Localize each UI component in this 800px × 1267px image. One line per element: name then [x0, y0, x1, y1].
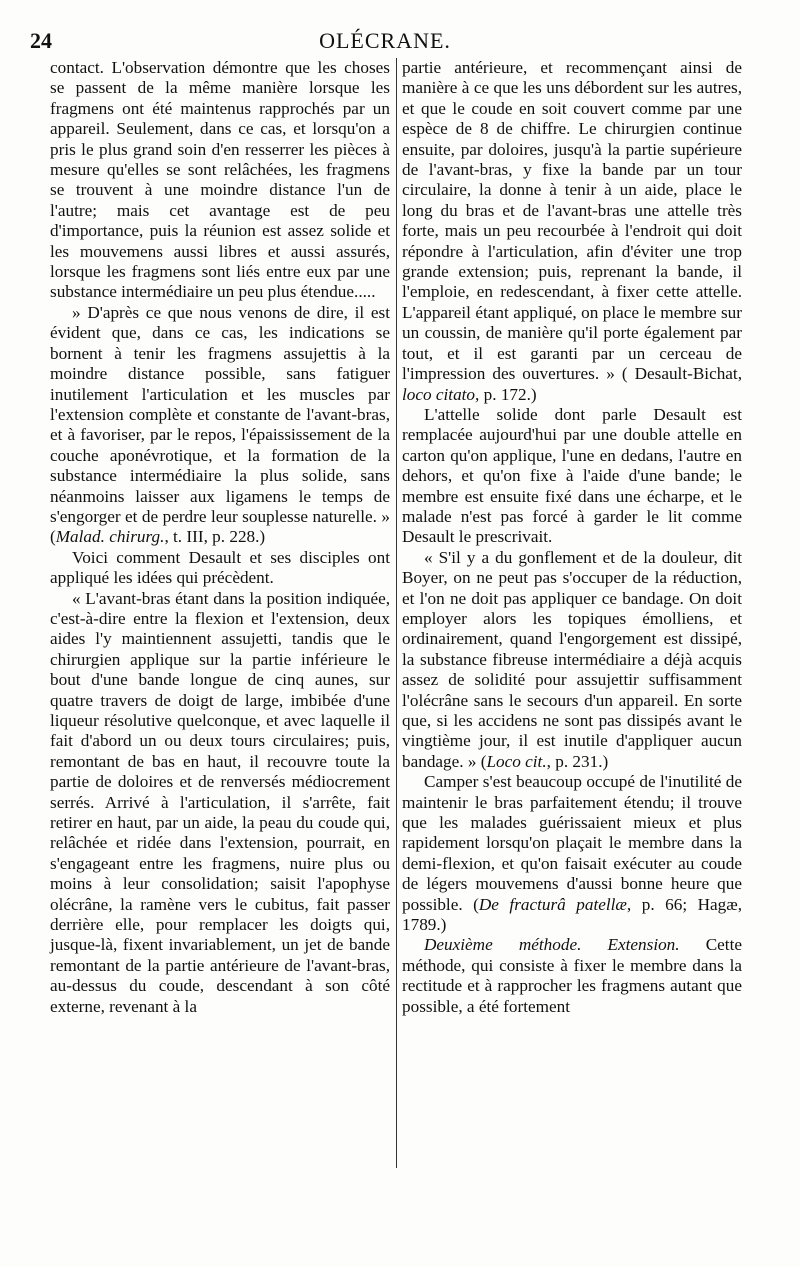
page-header — [30, 28, 740, 58]
paragraph: partie antérieure, et recommençant ainsi de manière à ce que les uns débordent sur les autres, et que le coude en soit couvert comme par une espèce de 8 de chiffre. Le chirurgien continue ensuite, par doloires, jusqu'à la partie supérieure de l'avant-bras, y fixe la bande par un tour circulaire, la donne à tenir à un aide, place le long du bras et de l'avant-bras une attelle très forte, mais un peu recourbée à l'endroit qui doit répondre à l'articulation, afin d'éviter une trop grande extension; puis, reprenant la bande, il l'emploie, en redescendant, à fixer cette attelle. L'appareil étant appliqué, on place le membre sur un coussin, de manière qu'il porte également par tout, et il est garanti par un cerceau de l'impression des ouvertures. » ( Desault-Bichat, loco citato, p. 172.) — [402, 58, 742, 404]
paragraph: contact. L'observation démontre que les choses se passent de la même manière lorsque les fragmens ont été maintenus rapprochés par un appareil. Seulement, dans ce cas, et lorsqu'on a pris le plus grand soin d'en resserrer les pièces à mesure qu'elles se sont relâchées, les fragmens se trouvent à une moindre distance l'un de l'autre; mais cet avantage est de peu d'importance, puis la réunion est assez solide et les mouvemens aussi libres et aussi assurés, lorsque les fragmens sont liés entre eux par une substance intermédiaire un peu plus étendue..... — [50, 58, 390, 302]
paragraph: « L'avant-bras étant dans la position indiquée, c'est-à-dire entre la flexion et l'extension, deux aides l'y maintiennent assujetti, tandis que le chirurgien applique sur la partie inférieure le bout d'une bande longue de cinq aunes, sur quatre travers de doigt de large, imbibée d'une liqueur résolutive quelconque, et avec laquelle il fait d'abord un ou deux tours circulaires; puis, remontant de bas en haut, il recouvre toute la partie de doloires et de renversés médiocrement serrés. Arrivé à l'articulation, il s'arrête, fait retirer en haut, par un aide, la peau du coude qui, relâchée et ridée dans l'extension, pourrait, en s'engageant entre les fragmens, nuire plus ou moins à leur consolidation; saisit l'apophyse olécrâne, la ramène vers le cubitus, fait passer derrière elle, pour remplacer les doigts qui, jusque-là, fixent invariablement, un jet de bande remontant de la partie antérieure de l'avant-bras, au-dessus du coude, descendant à son côté externe, revenant à la — [50, 588, 390, 1016]
paragraph: « S'il y a du gonflement et de la douleur, dit Boyer, on ne peut pas s'occuper de la réduction, et l'on ne doit pas appliquer ce bandage. On doit employer alors les topiques émolliens, et ordinairement, quand l'engorgement est dissipé, la substance fibreuse intermédiaire a déjà acquis assez de solidité pour assujettir suffisamment l'olécrâne sans le secours d'un appareil. En sorte que, si les accidens ne sont pas dissipés avant le vingtième jour, il est inutile d'appliquer aucun bandage. » (Loco cit., p. 231.) — [402, 547, 742, 771]
running-title: OLÉCRANE. — [319, 28, 451, 53]
paragraph: Deuxième méthode. Extension. Cette méthode, qui consiste à fixer le membre dans la rectitude et à rapprocher les fragmens autant que possible, a été fortement — [402, 935, 742, 1016]
page-number: 24 — [30, 28, 52, 53]
paragraph: Voici comment Desault et ses disciples ont appliqué les idées qui précèdent. — [50, 547, 390, 588]
left-column — [50, 58, 390, 1168]
paragraph: » D'après ce que nous venons de dire, il est évident que, dans ce cas, les indications se bornent à tenir les fragmens assujettis à la moindre distance possible, sans fatiguer inutilement l'articulation et les muscles par l'extension complète et constante de l'avant-bras, et à favoriser, par le repos, l'épaississement de la couche aponévrotique, et la formation de la substance intermédiaire la plus solide, sans néanmoins laisser aux ligamens le temps de s'engorger et de perdre leur souplesse naturelle. » (Malad. chirurg., t. III, p. 228.) — [50, 302, 390, 547]
column-divider — [396, 58, 397, 1168]
right-column — [402, 58, 742, 1168]
paragraph: Camper s'est beaucoup occupé de l'inutilité de maintenir le bras parfaitement étendu; il trouve que les malades guérissaient mieux et plus rapidement lorsqu'on plaçait le membre dans la demi-flexion, et qu'on faisait exécuter au coude de légers mouvemens d'aussi bonne heure que possible. (De fracturâ patellæ, p. 66; Hagæ, 1789.) — [402, 772, 742, 935]
paragraph: L'attelle solide dont parle Desault est remplacée aujourd'hui par une double attelle en carton qu'on applique, l'une en dedans, l'autre en dehors, et qu'on fixe à l'aide d'une bande; le membre est ensuite fixé dans une écharpe, et le malade n'est pas forcé à garder le lit comme Desault le prescrivait. — [402, 404, 742, 547]
text-columns — [50, 58, 742, 1168]
